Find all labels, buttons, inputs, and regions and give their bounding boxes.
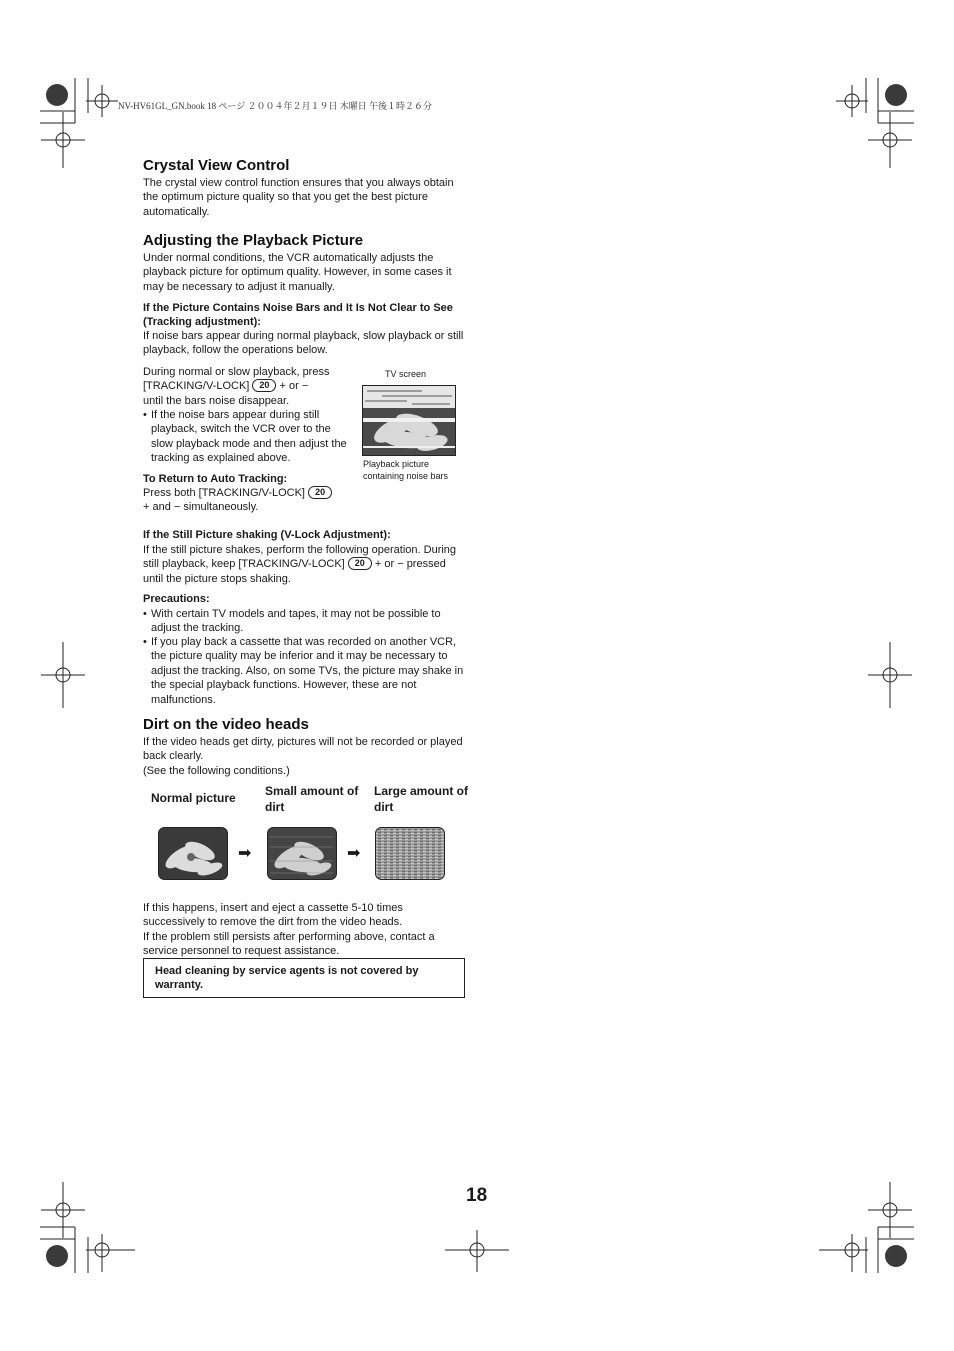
right-arrow-icon: ➡ [347,845,361,862]
auto-tracking-heading: To Return to Auto Tracking: [143,473,288,485]
dirt-after-2: If the problem still persists after performing above, contact a service personnel to request assistance. [143,931,435,958]
dirt-title: Dirt on the video heads [143,716,309,733]
adjust-body: Under normal conditions, the VCR automatically adjusts the playback picture for optimum quality. However, in some cases it may be necessary to adjust it manually. [143,252,452,293]
adjust-title: Adjusting the Playback Picture [143,232,364,249]
noise-bullet-text: If the noise bars appear during still playback, switch the VCR over to the slow playback mode and then adjust the tracking as explained above. [151,409,347,465]
col-small-dirt-label: Small amount of dirt [265,784,359,814]
still-b: + or − [374,558,404,571]
precaution-2-text: If you play back a cassette that was recorded on another VCR, the picture quality may be inferior and it may be necessary to adjust the tracking. Also, on some TVs, the picture may shake in the special playback functions. However, these are not malfunctions. [151,636,464,706]
noise-step-d: until the bars noise disappear. [143,394,290,407]
still-body [143,543,465,586]
warranty-note-box [143,958,465,998]
precaution-1 [143,607,465,636]
precaution-1-text: With certain TV models and tapes, it may not be possible to adjust the tracking. [151,608,441,635]
right-arrow-icon: ➡ [238,845,252,862]
noise-body: If noise bars appear during normal playback, slow playback or still playback, follow the operations below. [143,330,464,357]
col-large-dirt-label: Large amount of dirt [374,784,469,814]
noise-bullet [143,408,348,466]
noise-heading: If the Picture Contains Noise Bars and It Is Not Clear to See (Tracking adjustment): [143,302,453,329]
button-20-badge: 20 [252,379,276,392]
file-header-line: NV-HV61GL_GN.book 18 ページ ２００４年２月１９日 木曜日 午後１時２６分 [118,101,432,111]
noise-bar-tv-image [362,385,456,456]
auto-a: Press both [TRACKING/V-LOCK] [143,487,305,499]
crystal-title: Crystal View Control [143,157,290,174]
warranty-note-text: Head cleaning by service agents is not covered by warranty. [155,965,419,991]
still-c: pressed until the picture stops shaking. [143,558,446,585]
noise-step [143,365,348,408]
auto-tracking-body [143,486,358,515]
tv-screen-label: TV screen [385,369,427,379]
page-number: 18 [466,1185,488,1206]
still-a: If the still picture shakes, perform the following operation. During still playback, keep [TRACKING/V-LOCK] [143,544,457,571]
small-dirt-image [267,827,337,880]
crystal-body: The crystal view control function ensures that you always obtain the optimum picture quality so that you get the best picture automatically. [143,177,454,218]
still-heading: If the Still Picture shaking (V-Lock Adjustment): [143,529,391,541]
dirt-see: (See the following conditions.) [143,765,290,777]
noise-step-b: [TRACKING/V-LOCK] [143,380,250,393]
bullet-icon: • [143,409,147,421]
tv-caption: Playback picture containing noise bars [363,459,449,481]
precaution-2 [143,635,465,707]
dirt-after-1: If this happens, insert and eject a cassette 5-10 times successively to remove the dirt from the video heads. [143,902,403,929]
button-20-badge: 20 [308,486,332,499]
noise-step-c: + or − [279,380,309,393]
auto-b: + and − simultaneously. [143,501,259,514]
bullet-icon: • [143,608,147,620]
normal-picture-image [158,827,228,880]
bullet-icon: • [143,636,147,648]
precautions-heading: Precautions: [143,593,210,605]
noise-step-a: During normal or slow playback, press [143,366,330,378]
large-dirt-image [375,827,445,880]
dirt-body: If the video heads get dirty, pictures will not be recorded or played back clearly. [143,736,463,763]
col-normal-label: Normal picture [151,791,236,805]
button-20-badge: 20 [348,557,372,570]
